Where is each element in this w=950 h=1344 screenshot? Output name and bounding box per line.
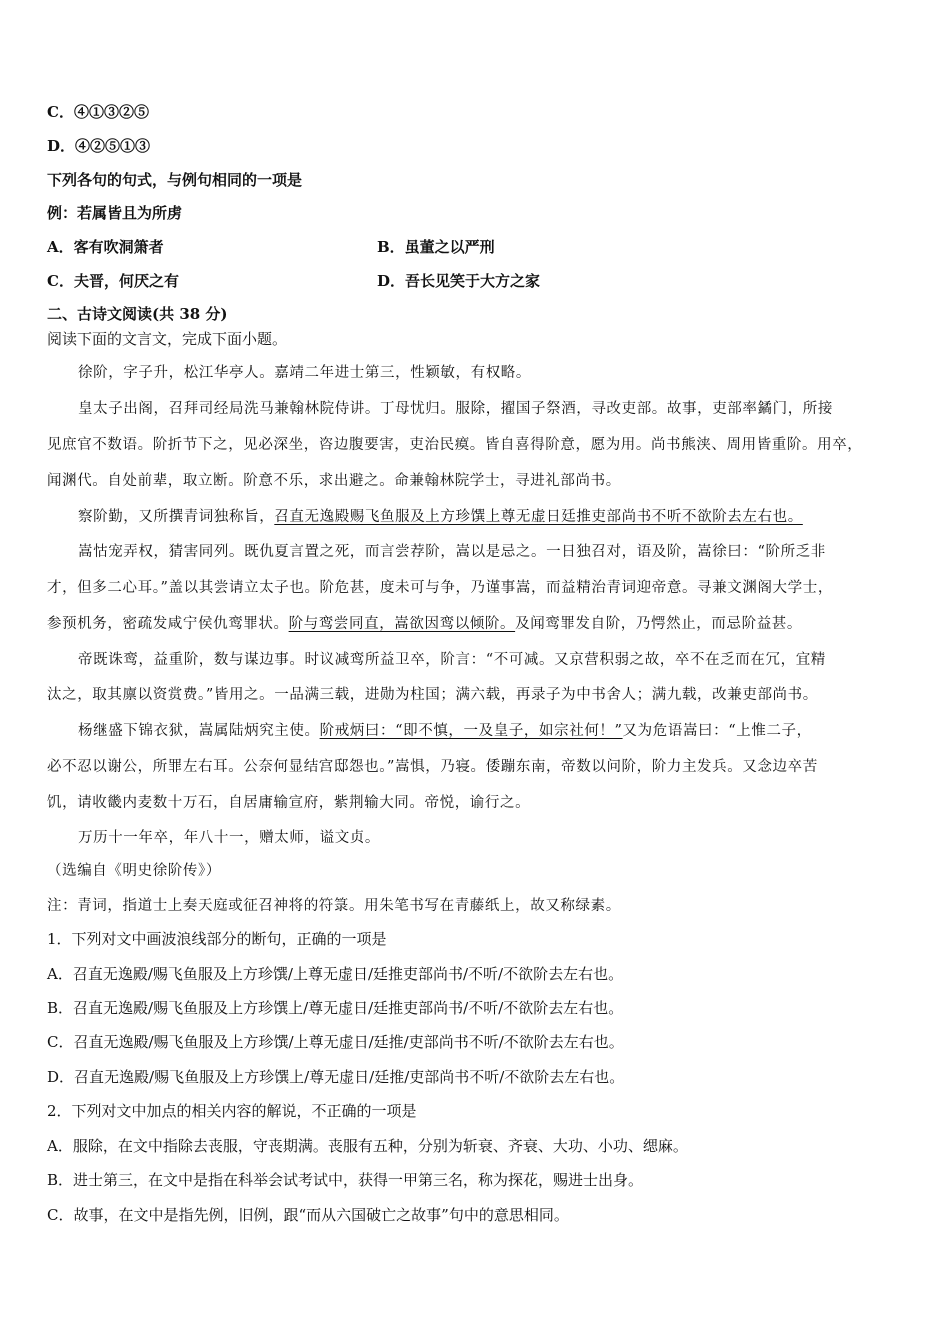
- q2-option-c: C．故事，在文中是指先例，旧例，跟“而从六国破亡之故事”句中的意思相同。: [47, 1206, 569, 1224]
- q1-option-b: B．召直无逸殿/赐飞鱼服及上方珍馔上/尊无虚日/廷推吏部尚书/不听/不欲阶去左右也。: [47, 999, 624, 1017]
- prev-option-d: D．④②⑤①③: [47, 137, 151, 155]
- passage-p5-line2: 汰之，取其廪以资赏费。”皆用之。一品满三载，进勋为柱国；满六载，再录子为中书舍人；满九载，改兼吏部尚书。: [47, 687, 818, 703]
- option-a: A．客有吹洞箫者: [47, 238, 164, 256]
- wavy-underline-sentence: 召直无逸殿赐飞鱼服及上方珍馔上尊无虚日廷推吏部尚书不听不欲阶去左右也。: [274, 509, 803, 525]
- section-title: 二、古诗文阅读(共 38 分): [47, 305, 228, 323]
- option-b: B．虽董之以严刑: [377, 238, 495, 256]
- passage-p4-text-post: 及闻鸾罪发自阶，乃愕然止，而忌阶益甚。: [515, 616, 803, 632]
- passage-p6-line1: [78, 722, 812, 740]
- passage-p7: 万历十一年卒，年八十一，赠太师，谥文贞。: [78, 830, 380, 846]
- passage-p2-line3: 闻渊代。自处前辈，取立断。阶意不乐，求出避之。命兼翰林院学士，寻进礼部尚书。: [47, 473, 621, 489]
- option-d: D．吾长见笑于大方之家: [377, 272, 541, 290]
- passage-p2-line2: 见庶官不数语。阶折节下之，见必深坐，咨边腹要害，吏治民瘼。皆自喜得阶意，愿为用。尚书熊浃、周用皆重阶。用卒，: [47, 437, 863, 453]
- passage-p5-line1: 帝既诛鸾，益重阶，数与谋边事。时议减鸾所益卫卒，阶言：“不可减。又京营积弱之故，卒不在乏而在冗，宜精: [78, 652, 826, 668]
- passage-note: 注：青词，指道士上奏天庭或征召神将的符箓。用朱笔书写在青藤纸上，故又称绿素。: [47, 898, 621, 914]
- q2-option-b: B．进士第三，在文中是指在科举会试考试中，获得一甲第三名，称为探花，赐进士出身。: [47, 1171, 644, 1189]
- passage-source: （选编自《明史徐阶传》）: [47, 863, 221, 879]
- prev-option-c: C．④①③②⑤: [47, 103, 149, 121]
- passage-paragraph-1: 徐阶，字子升，松江华亭人。嘉靖二年进士第三，性颖敏，有权略。: [78, 365, 531, 381]
- passage-p2-line1: 皇太子出阁，召拜司经局洗马兼翰林院侍讲。丁母忧归。服除，擢国子祭酒，寻改吏部。故事，吏部率鐍门，所接: [78, 401, 833, 417]
- passage-p4-text-pre: 参预机务，密疏发咸宁侯仇鸾罪状。: [47, 616, 289, 632]
- q2-stem: 2．下列对文中加点的相关内容的解说，不正确的一项是: [47, 1102, 417, 1120]
- underlined-sentence-2: 阶戒炳曰：“即不慎，一及皇子，如宗社何！”: [319, 723, 623, 739]
- option-c: C．夫晋，何厌之有: [47, 272, 179, 290]
- example-sentence: 例：若属皆且为所虏: [47, 204, 183, 222]
- passage-p3: [78, 508, 803, 526]
- underlined-sentence-1: 阶与鸾尝同直，嵩欲因鸾以倾阶。: [288, 616, 516, 632]
- passage-p4-line1: 嵩怙宠弄权，猜害同列。既仇夏言置之死，而言尝荐阶，嵩以是忌之。一日独召对，语及阶，嵩徐曰：“阶所乏非: [78, 544, 826, 560]
- passage-p6-line3: 饥，请收畿内麦数十万石，自居庸输宣府，紫荆输大同。帝悦，谕行之。: [47, 795, 531, 811]
- section-instruction: 阅读下面的文言文，完成下面小题。: [47, 330, 288, 348]
- q2-option-a: A．服除，在文中指除去丧服，守丧期满。丧服有五种，分别为斩衰、齐衰、大功、小功、缌麻。: [47, 1137, 688, 1155]
- passage-p6-line2: 必不忍以谢公，所罪左右耳。公奈何显结宫邸怨也。”嵩惧，乃寝。倭蹦东南，帝数以问阶，阶力主发兵。又念边卒苦: [47, 759, 818, 775]
- q1-option-d: D．召直无逸殿/赐飞鱼服及上方珍馔上/尊无虚日/廷推/吏部尚书不听/不欲阶去左右也。: [47, 1068, 625, 1086]
- q1-option-a: A．召直无逸殿/赐飞鱼服及上方珍馔/上尊无虚日/廷推吏部尚书/不听/不欲阶去左右也。: [47, 965, 624, 983]
- question-stem: 下列各句的句式，与例句相同的一项是: [47, 171, 303, 189]
- passage-p3-text: 察阶勤，又所撰青词独称旨，: [78, 509, 275, 525]
- q1-option-c: C．召直无逸殿/赐飞鱼服及上方珍馔/上尊无虚日/廷推/吏部尚书不听/不欲阶去左右也。: [47, 1033, 624, 1051]
- passage-p4-line2: 才，但多二心耳。”盖以其尝请立太子也。阶危甚，度未可与争，乃谨事嵩，而益精治青词迎帝意。寻兼文渊阁大学士，: [47, 580, 833, 596]
- passage-p6-text-pre: 杨继盛下锦衣狱，嵩属陆炳究主使。: [78, 723, 320, 739]
- q1-stem: 1．下列对文中画波浪线部分的断句，正确的一项是: [47, 930, 387, 948]
- passage-p4-line3: [47, 615, 802, 633]
- passage-p6-text-post: 又为危语嵩曰：“上惟二子，: [622, 723, 812, 739]
